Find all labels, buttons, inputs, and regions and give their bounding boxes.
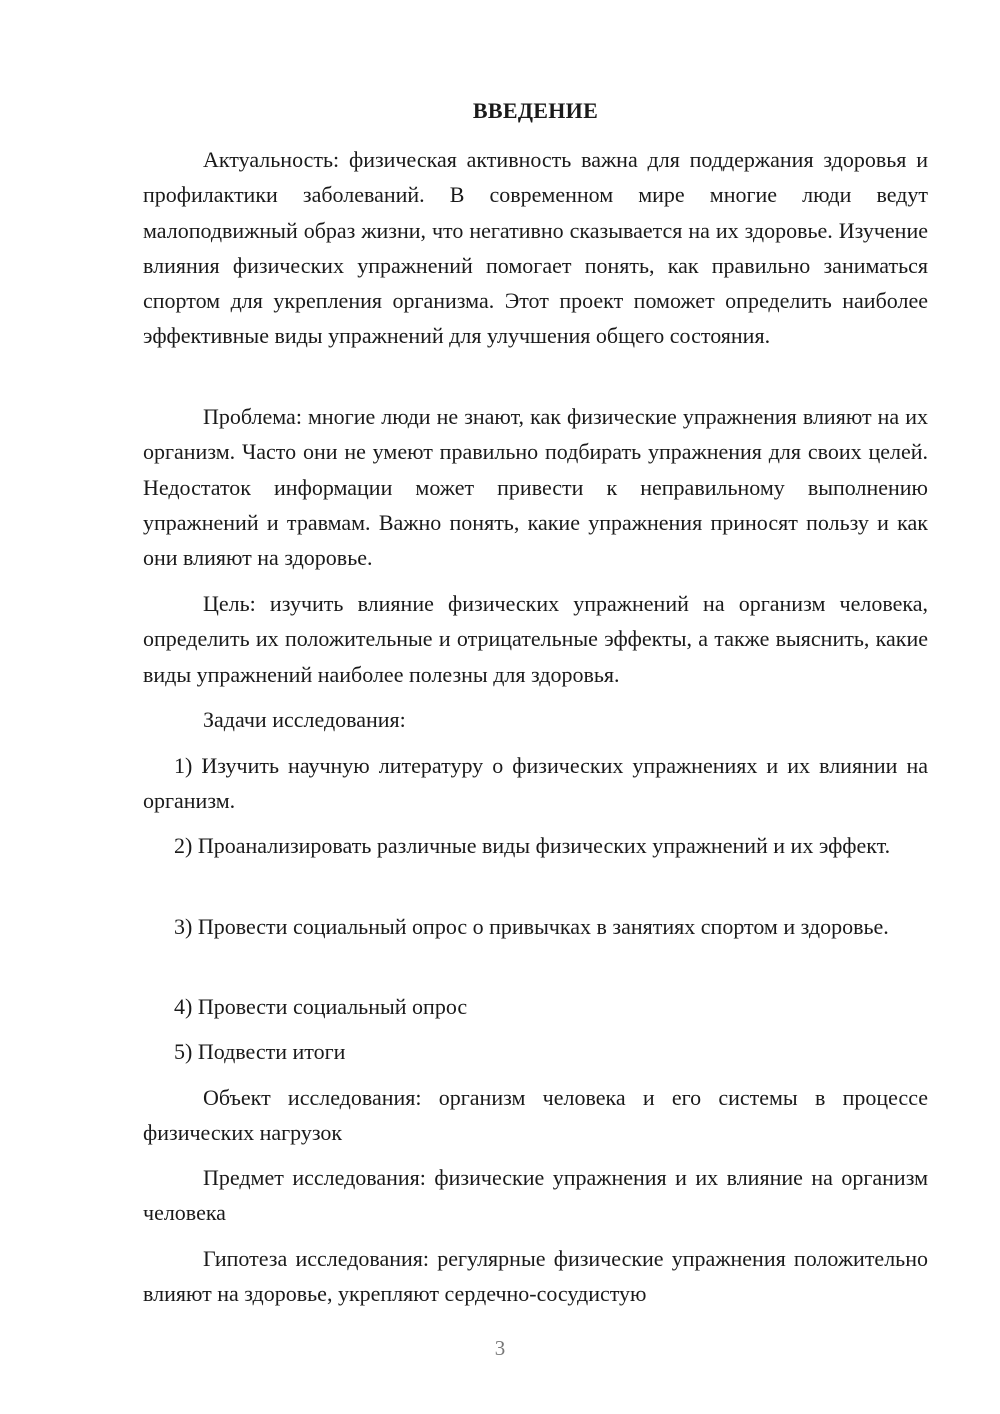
task-item-2: 2) Проанализировать различные виды физических упражнений и их эффект. — [174, 833, 891, 858]
task-item-5: 5) Подвести итоги — [174, 1039, 346, 1064]
paragraph-object: Объект исследования: организм человека и его системы в процессе физических нагрузок — [143, 1085, 928, 1146]
task-item-3: 3) Провести социальный опрос о привычках в занятиях спортом и здоровье. — [174, 914, 889, 939]
paragraph-relevance: Актуальность: физическая активность важна для поддержания здоровья и профилактики заболеваний. В современном мире многие люди ведут малоподвижный образ жизни, что негативно сказывается на их здоровье. Изучение влияния физических упражнений помогает понять, как правильно заниматься спортом для укрепления организма. Этот проект поможет определить наиболее эффективные виды упражнений для улучшения общего состояния. — [143, 147, 928, 349]
paragraph-goal: Цель: изучить влияние физических упражнений на организм человека, определить их положительные и отрицательные эффекты, а также выяснить, какие виды упражнений наиболее полезны для здоровья. — [143, 591, 928, 687]
task-item-1: 1) Изучить научную литературу о физических упражнениях и их влиянии на организм. — [143, 753, 928, 814]
tasks-heading: Задачи исследования: — [203, 707, 406, 732]
paragraph-subject: Предмет исследования: физические упражнения и их влияние на организм человека — [143, 1165, 928, 1226]
paragraph-problem: Проблема: многие люди не знают, как физические упражнения влияют на их организм. Часто они не умеют правильно подбирать упражнения для своих целей. Недостаток информации может привести к неправильному выполнению упражнений и травмам. Важно понять, какие упражнения приносят пользу и как они влияют на здоровье. — [143, 404, 928, 571]
paragraph-hypothesis: Гипотеза исследования: регулярные физические упражнения положительно влияют на здоровье, укрепляют сердечно-сосудистую — [143, 1246, 928, 1307]
task-item-4: 4) Провести социальный опрос — [174, 994, 468, 1019]
page-number: 3 — [494, 1336, 506, 1360]
page-title: ВВЕДЕНИЕ — [472, 98, 599, 123]
